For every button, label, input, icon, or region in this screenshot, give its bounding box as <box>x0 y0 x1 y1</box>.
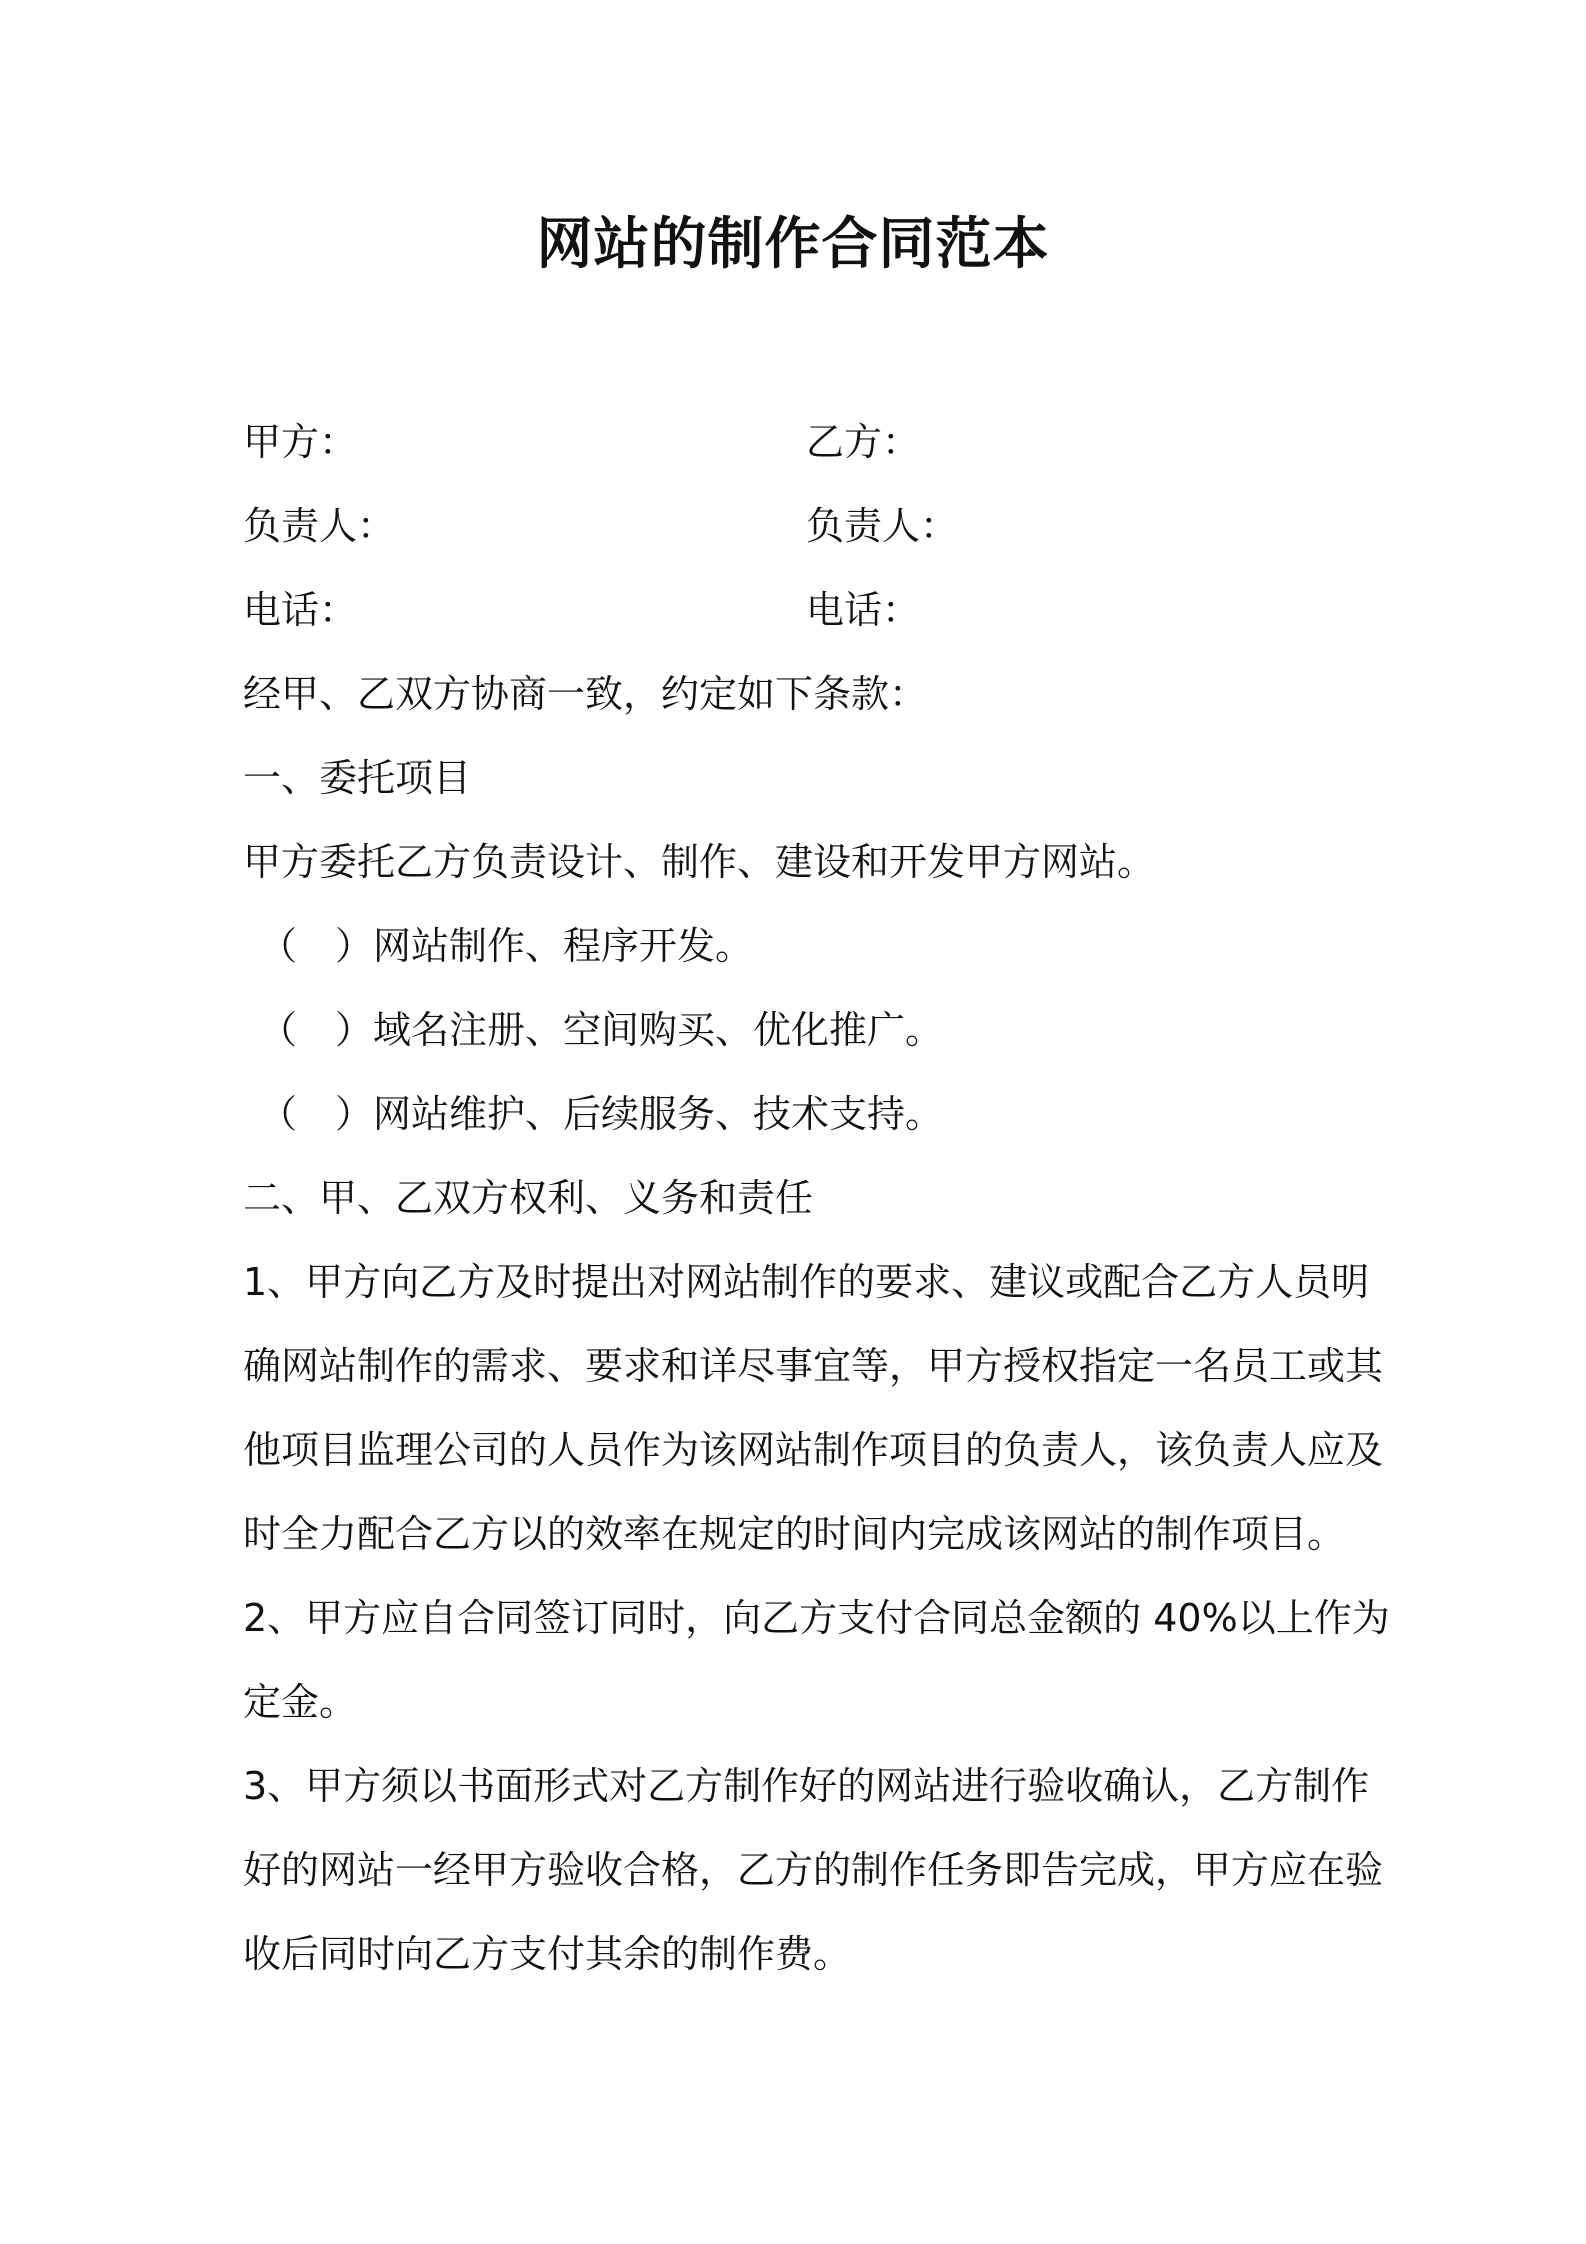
section1-item: （ ）网站维护、后续服务、技术支持。 <box>259 1092 944 1136</box>
clause-2-line: 2、甲方应自合同签订同时，向乙方支付合同总金额的 40%以上作为 <box>243 1596 1390 1640</box>
section1-text: 甲方委托乙方负责设计、制作、建设和开发甲方网站。 <box>243 840 1156 884</box>
intro-text: 经甲、乙双方协商一致，约定如下条款： <box>243 672 928 716</box>
party-row-manager <box>243 484 1353 568</box>
clause-1-line: 时全力配合乙方以的效率在规定的时间内完成该网站的制作项目。 <box>243 1512 1346 1556</box>
party-b-label: 乙方： <box>806 420 921 464</box>
section1-heading: 一、委托项目 <box>243 756 472 800</box>
party-row-name <box>243 400 1353 484</box>
party-info <box>243 400 1353 652</box>
party-row-phone <box>243 568 1353 652</box>
clause-1-line: 确网站制作的需求、要求和详尽事宜等，甲方授权指定一名员工或其 <box>243 1344 1384 1388</box>
clause-3-line: 3、甲方须以书面形式对乙方制作好的网站进行验收确认，乙方制作 <box>243 1764 1370 1808</box>
clause-3-line: 好的网站一经甲方验收合格，乙方的制作任务即告完成，甲方应在验 <box>243 1848 1384 1892</box>
clause-1-line: 1、甲方向乙方及时提出对网站制作的要求、建议或配合乙方人员明 <box>243 1260 1370 1304</box>
clause-3-line: 收后同时向乙方支付其余的制作费。 <box>243 1932 852 1976</box>
party-b-phone-label: 电话： <box>806 588 921 632</box>
section1-item: （ ）网站制作、程序开发。 <box>259 924 754 968</box>
document-title: 网站的制作合同范本 <box>536 212 1050 277</box>
party-a-label: 甲方： <box>243 420 358 464</box>
clause-2-line: 定金。 <box>243 1680 358 1724</box>
section2-heading: 二、甲、乙双方权利、义务和责任 <box>243 1176 814 1220</box>
clause-1-line: 他项目监理公司的人员作为该网站制作项目的负责人，该负责人应及 <box>243 1428 1384 1472</box>
party-a-manager-label: 负责人： <box>243 504 396 548</box>
section1-item: （ ）域名注册、空间购买、优化推广。 <box>259 1008 944 1052</box>
party-a-phone-label: 电话： <box>243 588 358 632</box>
contract-body <box>243 652 1390 1996</box>
party-b-manager-label: 负责人： <box>806 504 959 548</box>
